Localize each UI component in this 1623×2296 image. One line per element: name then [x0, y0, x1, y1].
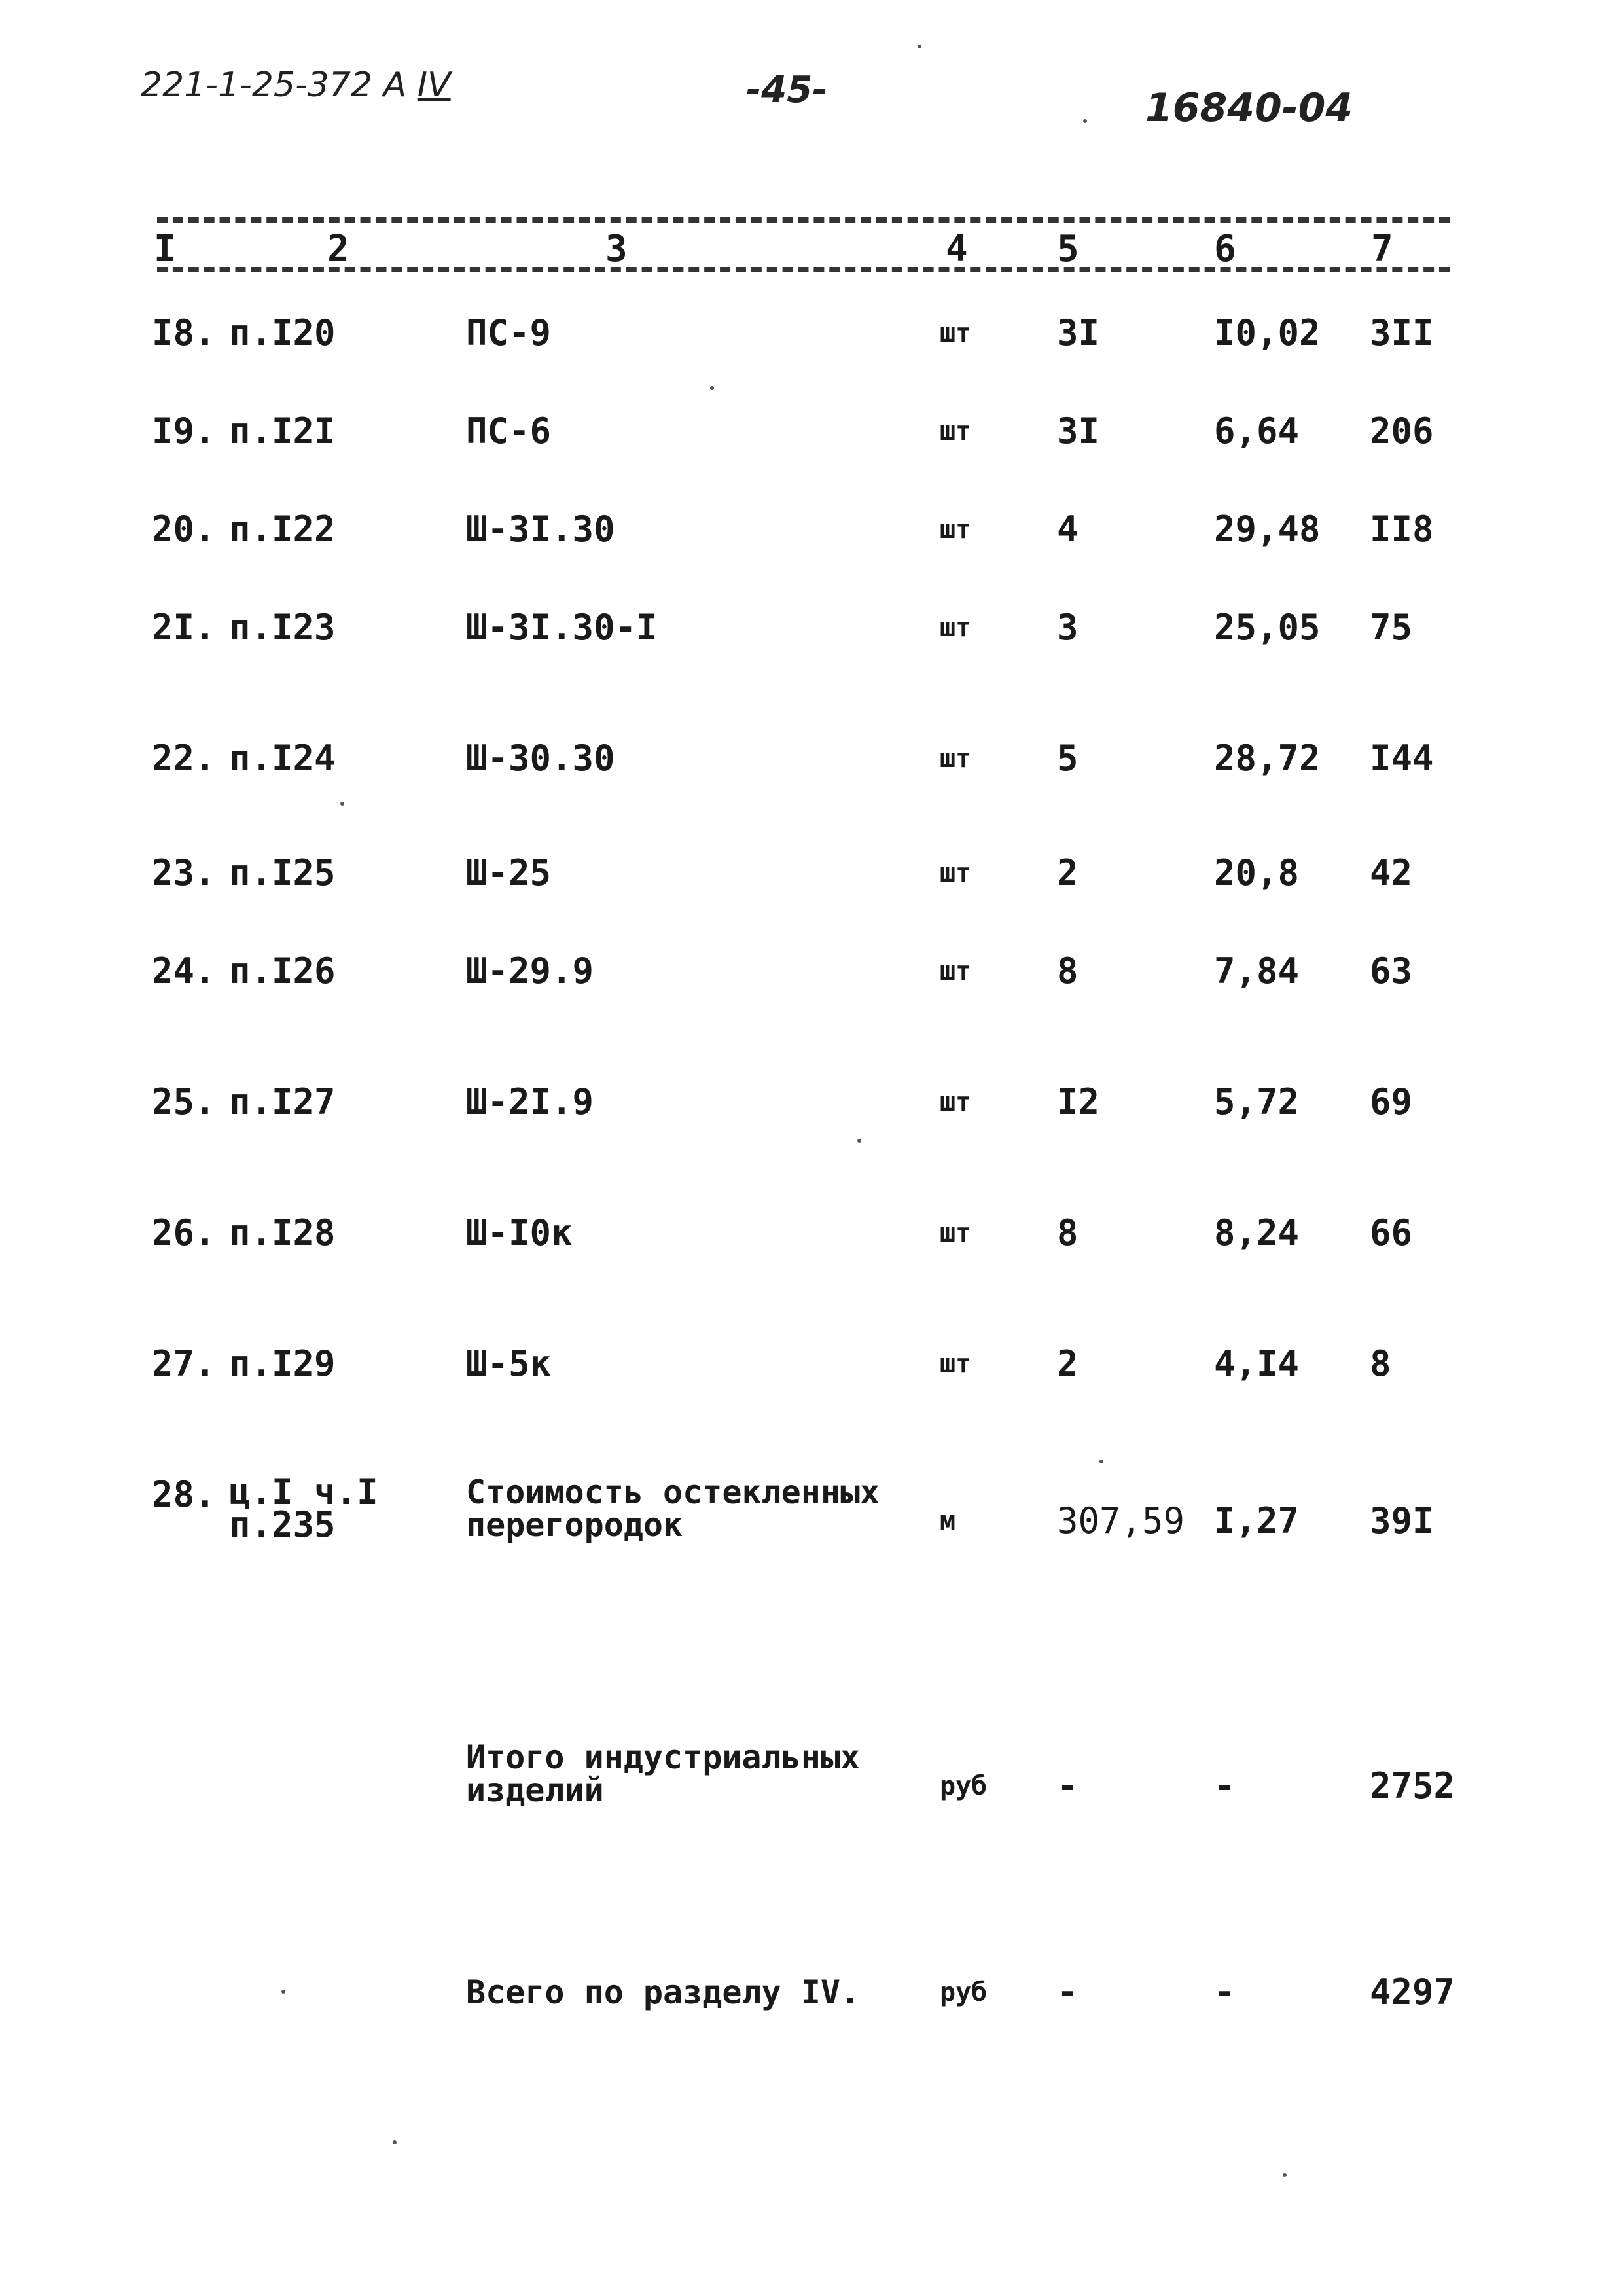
row-unit-price: 5,72: [1214, 1081, 1300, 1122]
row-total: 66: [1370, 1212, 1413, 1253]
scan-speck: [340, 802, 344, 806]
row-item-name: Стоимость остекленных перегородок: [466, 1473, 880, 1544]
row-number: 27.: [152, 1343, 216, 1384]
row-unit-price: 8,24: [1214, 1212, 1300, 1253]
row-reference: п.I22: [229, 509, 336, 550]
scan-speck: [1099, 1460, 1103, 1463]
row-quantity: 5: [1057, 738, 1079, 779]
row-total: 39I: [1370, 1500, 1434, 1541]
row-quantity: 8: [1057, 1212, 1079, 1253]
row-reference: ц.I ч.I п.235: [229, 1471, 378, 1545]
row-item-name: Ш-2I.9: [466, 1081, 594, 1122]
column-number: I: [154, 228, 176, 270]
row-number: 20.: [152, 509, 216, 550]
row-reference: п.I24: [229, 738, 336, 779]
row-reference: п.I28: [229, 1212, 336, 1253]
row-unit-price: I0,02: [1214, 312, 1321, 353]
row-total: 69: [1370, 1081, 1413, 1122]
page-number: -45-: [746, 69, 828, 111]
scan-speck: [710, 386, 714, 390]
row-total: 206: [1370, 410, 1434, 452]
row-item-name: Ш-30.30: [466, 738, 615, 779]
row-unit: шт: [940, 1349, 972, 1379]
total-unit: руб: [940, 1977, 988, 2007]
total-quantity: -: [1057, 1971, 1079, 2013]
header-rule-bottom: [157, 267, 1450, 272]
row-total: 3II: [1370, 312, 1434, 353]
row-unit: шт: [940, 1218, 972, 1248]
header-rule-top: [157, 217, 1450, 223]
scan-speck: [1083, 119, 1087, 123]
row-unit: шт: [940, 613, 972, 643]
row-unit-price: 6,64: [1214, 410, 1300, 452]
row-number: 23.: [152, 852, 216, 893]
row-unit-price: 7,84: [1214, 950, 1300, 992]
row-total: 75: [1370, 607, 1413, 648]
row-reference: п.I20: [229, 312, 336, 353]
row-quantity: 2: [1057, 1343, 1079, 1384]
column-number: 7: [1371, 228, 1393, 270]
row-item-name: Ш-3I.30: [466, 509, 615, 550]
row-reference: п.I2I: [229, 410, 336, 452]
row-unit: шт: [940, 514, 972, 545]
row-number: I9.: [152, 410, 216, 452]
row-item-name: ПС-6: [466, 410, 552, 452]
total-sum: 4297: [1370, 1971, 1455, 2013]
row-quantity: 2: [1057, 852, 1079, 893]
row-total: II8: [1370, 509, 1434, 550]
row-number: I8.: [152, 312, 216, 353]
document-part: IV: [417, 65, 451, 105]
scan-speck: [1283, 2173, 1287, 2177]
column-number: 5: [1057, 228, 1079, 270]
subtotal-price: -: [1214, 1765, 1236, 1806]
document-code: 221-1-25-372 A IV: [141, 65, 451, 105]
row-item-name: Ш-5к: [466, 1343, 552, 1384]
registration-number: 16840-04: [1145, 85, 1353, 131]
row-total: I44: [1370, 738, 1434, 779]
row-number: 28.: [152, 1474, 216, 1515]
row-unit: шт: [940, 1087, 972, 1117]
row-item-name: Ш-29.9: [466, 950, 594, 992]
column-number: 6: [1214, 228, 1236, 270]
row-unit: шт: [940, 744, 972, 774]
row-unit-price: 25,05: [1214, 607, 1321, 648]
row-number: 26.: [152, 1212, 216, 1253]
row-unit: шт: [940, 416, 972, 446]
row-unit-price: 4,I4: [1214, 1343, 1300, 1384]
row-item-name: Ш-25: [466, 852, 552, 893]
subtotal-total: 2752: [1370, 1765, 1455, 1806]
row-reference: п.I26: [229, 950, 336, 992]
row-number: 2I.: [152, 607, 216, 648]
column-number: 3: [605, 228, 628, 270]
scan-speck: [393, 2140, 397, 2144]
scan-speck: [281, 1990, 285, 1994]
row-quantity: I2: [1057, 1081, 1100, 1122]
row-unit-price: I,27: [1214, 1500, 1300, 1541]
row-total: 42: [1370, 852, 1413, 893]
column-number: 4: [946, 228, 968, 270]
total-price: -: [1214, 1971, 1236, 2013]
row-number: 22.: [152, 738, 216, 779]
row-number: 24.: [152, 950, 216, 992]
row-number: 25.: [152, 1081, 216, 1122]
total-label: Всего по разделу IV.: [466, 1973, 861, 2011]
row-quantity: 8: [1057, 950, 1079, 992]
row-unit: шт: [940, 956, 972, 986]
row-unit-price: 28,72: [1214, 738, 1321, 779]
row-quantity: 3I: [1057, 410, 1100, 452]
row-quantity: 3I: [1057, 312, 1100, 353]
row-unit-price: 29,48: [1214, 509, 1321, 550]
row-unit: шт: [940, 318, 972, 348]
subtotal-unit: руб: [940, 1771, 988, 1801]
subtotal-quantity: -: [1057, 1765, 1079, 1806]
row-item-name: ПС-9: [466, 312, 552, 353]
row-reference: п.I25: [229, 852, 336, 893]
row-total: 63: [1370, 950, 1413, 992]
row-reference: п.I27: [229, 1081, 336, 1122]
row-reference: п.I23: [229, 607, 336, 648]
scan-speck: [918, 45, 921, 48]
row-quantity: 307,59: [1057, 1500, 1185, 1541]
row-unit: шт: [940, 858, 972, 888]
column-number: 2: [327, 228, 349, 270]
scan-speck: [857, 1139, 861, 1143]
row-reference: п.I29: [229, 1343, 336, 1384]
row-item-name: Ш-3I.30-I: [466, 607, 658, 648]
subtotal-label: Итого индустриальных изделий: [466, 1738, 861, 1809]
row-total: 8: [1370, 1343, 1391, 1384]
row-quantity: 4: [1057, 509, 1079, 550]
row-unit: м: [940, 1506, 956, 1536]
row-unit-price: 20,8: [1214, 852, 1300, 893]
row-item-name: Ш-I0к: [466, 1212, 573, 1253]
row-quantity: 3: [1057, 607, 1079, 648]
